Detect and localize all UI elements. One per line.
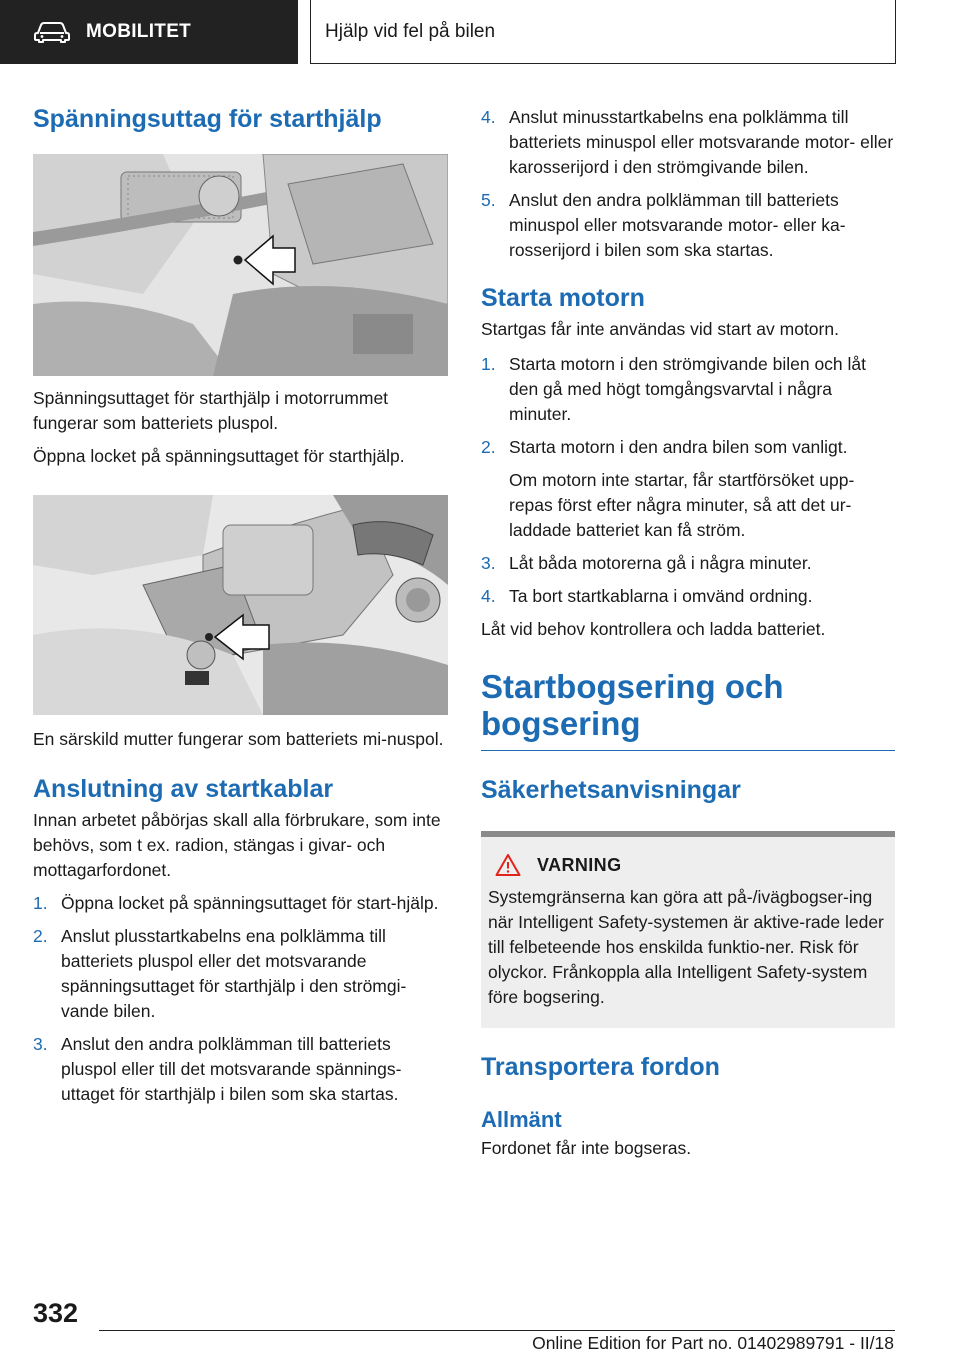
start-steps-list: [481, 352, 895, 460]
connect-steps-list: [33, 891, 448, 1107]
warning-label: VARNING: [537, 854, 622, 875]
section-title-start-engine: Starta motorn: [481, 284, 645, 312]
paragraph-connect-intro: Innan arbetet påbörjas skall alla förbrukare, som inte behövs, som t ex. radion, stängas i givar- och mottagarfordonet.: [33, 810, 441, 880]
step-number: 2.: [481, 437, 496, 457]
paragraph-start-intro: Startgas får inte användas vid start av motorn.: [481, 319, 839, 339]
step-number: 1.: [481, 354, 496, 374]
edition-note: Online Edition for Part no. 01402989791 - II/18: [532, 1333, 894, 1353]
step-number: 4.: [481, 586, 496, 606]
step-text: Anslut den andra polklämman till batteriets minuspol eller motsvarande motor- eller ka-rosserijord i bilen som ska startas.: [509, 190, 846, 260]
step-number: 5.: [481, 190, 496, 210]
paragraph-start-outro: Låt vid behov kontrollera och ladda batteriet.: [481, 619, 826, 639]
step-text: Starta motorn i den strömgivande bilen och låt den gå med högt tomgångsvarvtal i några minuter.: [509, 354, 866, 424]
list-item: [481, 352, 895, 427]
list-item: [481, 584, 895, 609]
step-text: Låt båda motorerna gå i några minuter.: [509, 553, 812, 573]
list-item: [33, 1032, 448, 1107]
list-item: [481, 105, 895, 180]
list-item: [33, 891, 448, 916]
step-text: Öppna locket på spänningsuttaget för start-hjälp.: [61, 893, 439, 913]
start-steps-list-continued: [481, 551, 895, 609]
left-column: [33, 100, 448, 1107]
step-number: 1.: [33, 893, 48, 913]
list-item: [481, 551, 895, 576]
subsection-title-general: Allmänt: [481, 1107, 562, 1132]
chapter-label: Hjälp vid fel på bilen: [325, 20, 496, 42]
step-text: Ta bort startkablarna i omvänd ordning.: [509, 586, 813, 606]
list-item: [481, 188, 895, 263]
footer-divider: [99, 1330, 895, 1331]
page-header: [0, 0, 960, 66]
warning-triangle-icon: [495, 853, 521, 877]
warning-text: Systemgränserna kan göra att på-/ivägbogser-ing när Intelligent Safety-systemen är aktive-rade leder till felbeteende hos enskilda funktio-ner. Risk för olyckor. Frånkoppla alla Intelligent Safety-system före bogsering.: [488, 887, 884, 1007]
warning-box: [481, 831, 895, 1028]
step-number: 3.: [481, 553, 496, 573]
step-text: Anslut plusstartkabelns ena polklämma till batteriets pluspol eller det motsvarande spänningsuttaget för starthjälp i den strömgi-vande bilen.: [61, 926, 407, 1021]
paragraph-retry-note: Om motorn inte startar, får startförsöket upp-repas först efter några minuter, så att det ur-laddade batteriet kan få ström.: [509, 470, 855, 540]
step-text: Anslut minusstartkabelns ena polklämma till batteriets minuspol eller motsvarande motor- eller karosserijord i den strömgivande bilen.: [509, 107, 894, 177]
step-text: Starta motorn i den andra bilen som vanligt.: [509, 437, 848, 457]
section-title-transport: Transportera fordon: [481, 1053, 720, 1081]
engine-bay-photo-nut: [33, 495, 448, 715]
section-title-jump-start-terminal: Spänningsuttag för starthjälp: [33, 105, 382, 133]
paragraph-negative-nut: En särskild mutter fungerar som batteriets mi-nuspol.: [33, 729, 444, 749]
page-number: 332: [33, 1298, 79, 1328]
engine-bay-photo-terminal: [33, 154, 448, 376]
car-icon: [34, 21, 70, 43]
list-item: [33, 924, 448, 1024]
step-number: 4.: [481, 107, 496, 127]
step-text: Anslut den andra polklämman till batteriets pluspol eller till det motsvarande spännings-uttaget för starthjälp i bilen som ska startas.: [61, 1034, 402, 1104]
chapter-title-towing: Startbogsering och bogsering: [481, 668, 895, 751]
section-label: MOBILITET: [86, 21, 192, 42]
chapter-tab: [310, 0, 896, 64]
section-title-safety: Säkerhetsanvisningar: [481, 776, 741, 804]
paragraph-general: Fordonet får inte bogseras.: [481, 1138, 692, 1158]
connect-steps-list-continued: [481, 105, 895, 263]
step-number: 2.: [33, 926, 48, 946]
paragraph-open-cover: Öppna locket på spänningsuttaget för starthjälp.: [33, 446, 405, 466]
list-item: [481, 435, 895, 460]
step-number: 3.: [33, 1034, 48, 1054]
right-column: [481, 105, 895, 1161]
paragraph-terminal-function: Spänningsuttaget för starthjälp i motorrummet fungerar som batteriets pluspol.: [33, 388, 389, 433]
section-title-connect-cables: Anslutning av startkablar: [33, 775, 334, 803]
warning-header: [488, 853, 887, 877]
section-tab: [0, 0, 298, 64]
